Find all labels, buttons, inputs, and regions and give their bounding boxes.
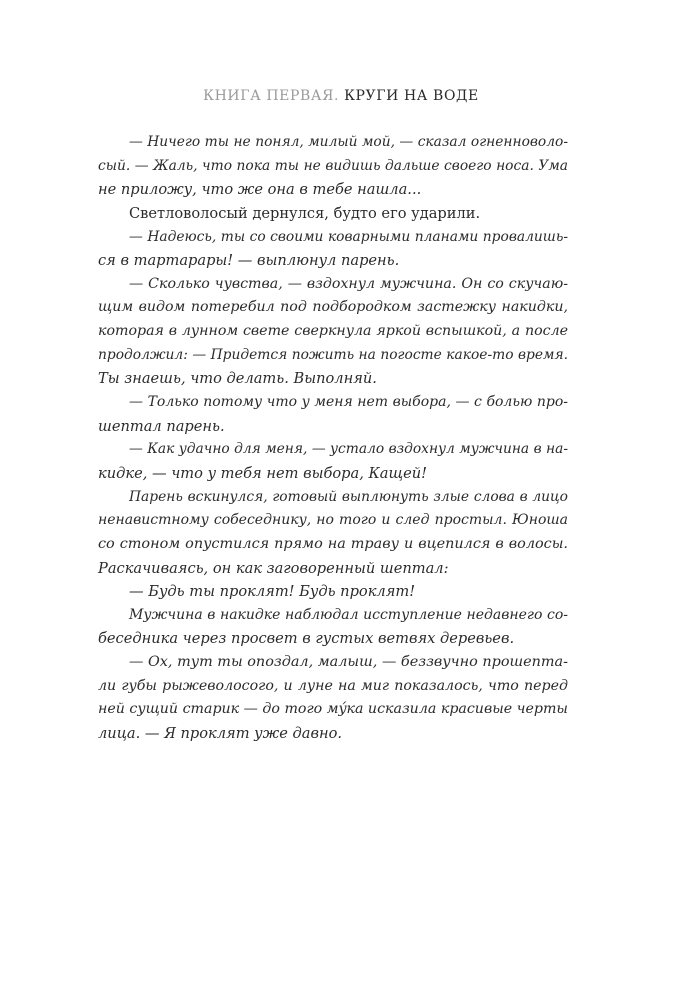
text-line: Мужчина в накидке наблюдал исступление недавнего со- xyxy=(129,606,568,623)
text-line: ли губы рыжеволосого, и луне на миг показалось, что перед xyxy=(98,677,568,694)
text-line: — Ох, тут ты опоздал, малыш, — беззвучно прошепта- xyxy=(129,654,568,671)
text-line: ся в тартарары! — выплюнул парень. xyxy=(98,252,400,270)
running-head xyxy=(0,88,682,104)
text-line: ней сущий старик — до того мýка исказила красивые черты xyxy=(98,701,568,718)
text-line: которая в лунном свете сверкнула яркой вспышкой, а после xyxy=(98,323,568,340)
text-line: Ты знаешь, что делать. Выполняй. xyxy=(98,370,377,388)
text-line: кидке, — что у тебя нет выбора, Кащей! xyxy=(98,464,427,482)
text-line: беседника через просвет в густых ветвях деревьев. xyxy=(98,630,515,648)
text-line: — Будь ты проклят! Будь проклят! xyxy=(129,583,416,601)
text-line: — Как удачно для меня, — устало вздохнул мужчина в на- xyxy=(129,441,568,458)
text-line: Светловолосый дернулся, будто его ударили. xyxy=(129,204,481,222)
running-head-title: КРУГИ НА ВОДЕ xyxy=(344,88,479,104)
text-line: лица. — Я проклят уже давно. xyxy=(98,725,342,743)
running-head-book: КНИГА ПЕРВАЯ. xyxy=(203,88,340,104)
text-line: щим видом потеребил под подбородком застежку накидки, xyxy=(98,299,568,316)
text-line: со стоном опустился прямо на траву и вцепился в волосы. xyxy=(98,535,568,552)
text-line: — Сколько чувства, — вздохнул мужчина. Он со скучаю- xyxy=(129,275,568,292)
text-line: — Только потому что у меня нет выбора, — с болью про- xyxy=(129,394,568,411)
text-line: не приложу, что же она в тебе нашла... xyxy=(98,181,422,199)
body-text xyxy=(98,131,568,746)
text-line: Раскачиваясь, он как заговоренный шептал: xyxy=(98,559,449,577)
text-line: — Ничего ты не понял, милый мой, — сказал огненноволо- xyxy=(129,134,568,150)
text-line: продолжил: — Придется пожить на погосте какое-то время. xyxy=(98,346,568,363)
text-line: сый. — Жаль, что пока ты не видишь дальше своего носа. Ума xyxy=(98,157,568,174)
text-line: Парень вскинулся, готовый выплюнуть злые слова в лицо xyxy=(129,488,568,505)
text-line: шептал парень. xyxy=(98,417,225,435)
text-line: — Надеюсь, ты со своими коварными планами провалишь- xyxy=(129,228,568,245)
text-line: ненавистному собеседнику, но того и след простыл. Юноша xyxy=(98,512,568,529)
